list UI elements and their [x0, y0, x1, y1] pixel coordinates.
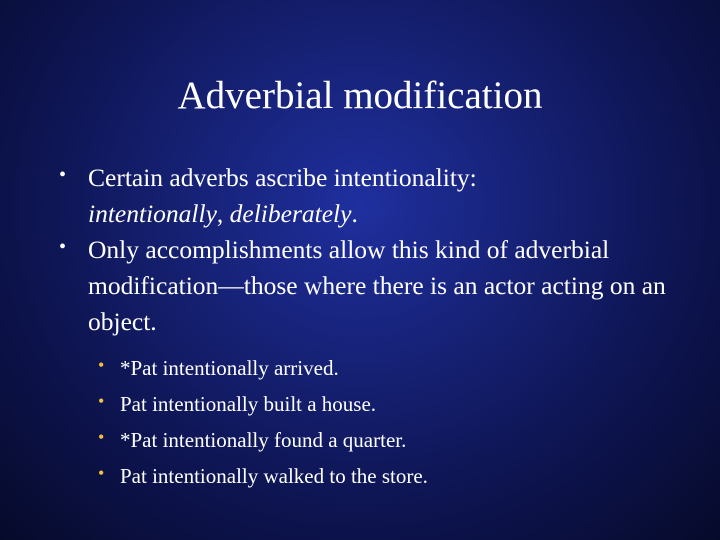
example-adverb: intentionally: [88, 199, 217, 228]
sub-bullet-item: [0, 458, 720, 494]
sub-bullet-text: *Pat intentionally found a quarter.: [120, 428, 407, 452]
sub-bullet-item: [0, 350, 720, 386]
bullet-list: [0, 160, 720, 340]
sub-bullet-text: Pat intentionally walked to the store.: [120, 464, 428, 488]
bullet-dot-icon: •: [59, 236, 67, 258]
sub-bullet-dot-icon: •: [98, 355, 105, 375]
bullet-dot-icon: •: [59, 164, 67, 186]
sub-bullet-dot-icon: •: [98, 427, 105, 447]
sub-bullet-text: *Pat intentionally arrived.: [120, 356, 339, 380]
bullet-item-intentionality: [0, 160, 720, 232]
slide-title: Adverbial modification: [177, 74, 543, 117]
sub-bullet-dot-icon: •: [98, 391, 105, 411]
sub-bullet-item: [0, 386, 720, 422]
sub-bullet-dot-icon: •: [98, 463, 105, 483]
example-end: .: [351, 199, 358, 228]
bullet-text: Only accomplishments allow this kind of adverbial modification—those where there is an actor acting on an object.: [88, 235, 666, 336]
example-separator: ,: [216, 199, 230, 228]
bullet-item-accomplishments: [0, 232, 720, 340]
bullet-text: Certain adverbs ascribe intentionality:: [88, 163, 477, 192]
sub-bullet-item: [0, 422, 720, 458]
example-adverb: deliberately: [229, 199, 352, 228]
sub-bullet-text: Pat intentionally built a house.: [120, 392, 377, 416]
sub-bullet-list: [0, 350, 720, 494]
